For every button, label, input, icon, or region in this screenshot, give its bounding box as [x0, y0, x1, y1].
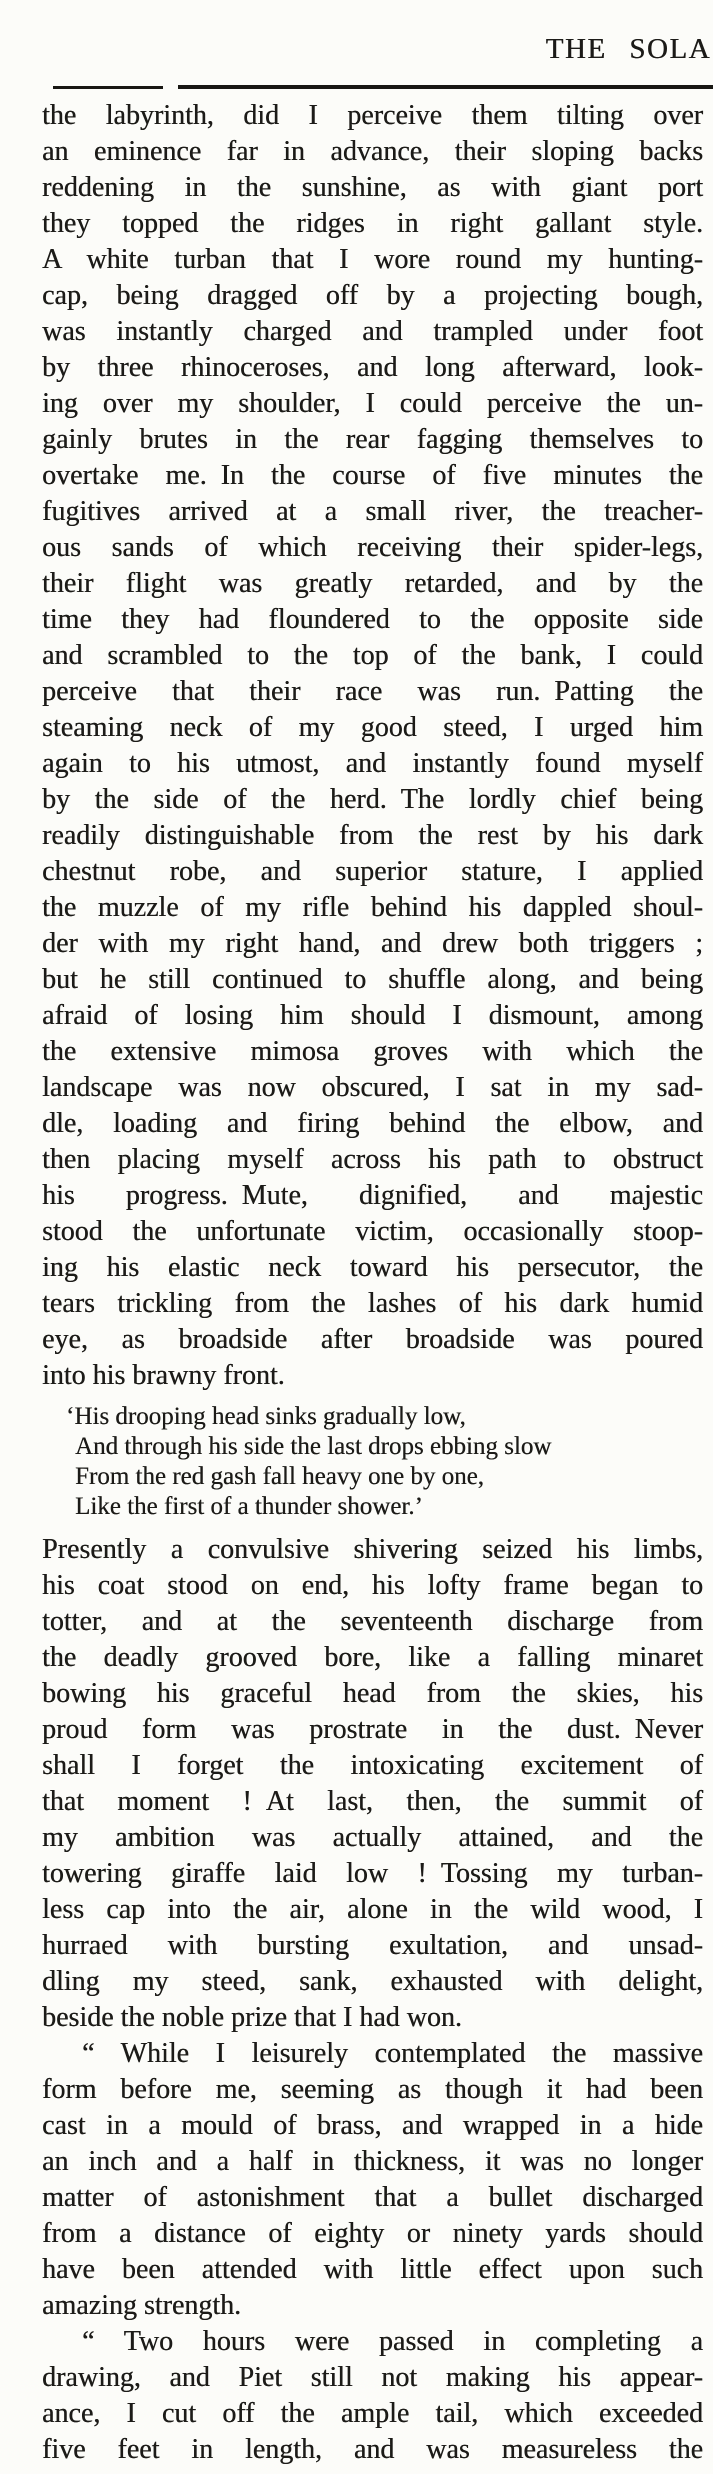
prose-paragraph	[42, 1532, 703, 2036]
text-line: by three rhinoceroses, and long afterward, look-	[42, 352, 703, 383]
text-line: der with my right hand, and drew both triggers ;	[42, 928, 703, 959]
text-line: dling my steed, sank, exhausted with delight,	[42, 1966, 703, 1997]
text-line: steaming neck of my good steed, I urged him	[42, 712, 703, 743]
text-line: stood the unfortunate victim, occasionally stoop-	[42, 1216, 703, 1247]
text-line: his progress. Mute, dignified, and majestic	[42, 1180, 703, 1211]
text-line: afraid of losing him should I dismount, among	[42, 1000, 703, 1031]
text-line: Presently a convulsive shivering seized his limbs,	[42, 1534, 703, 1565]
text-line: ance, I cut off the ample tail, which exceeded	[42, 2398, 703, 2429]
text-line: ing over my shoulder, I could perceive the un-	[42, 388, 703, 419]
text-line: was instantly charged and trampled under foot	[42, 316, 703, 347]
text-line: the extensive mimosa groves with which the	[42, 1036, 703, 1067]
verse-block	[66, 1402, 703, 1522]
text-line: matter of astonishment that a bullet discharged	[42, 2182, 703, 2213]
text-line: landscape was now obscured, I sat in my sad-	[42, 1072, 703, 1103]
text-line: eye, as broadside after broadside was poured	[42, 1324, 703, 1355]
text-line: an inch and a half in thickness, it was no longer	[42, 2146, 703, 2177]
text-line: drawing, and Piet still not making his appear-	[42, 2362, 703, 2393]
text-line: by the side of the herd. The lordly chief being	[42, 784, 703, 815]
text-line: cap, being dragged off by a projecting bough,	[42, 280, 703, 311]
text-line: from a distance of eighty or ninety yards should	[42, 2218, 703, 2249]
text-line: the labyrinth, did I perceive them tilting over	[42, 100, 703, 131]
header-rule-right-segment	[178, 85, 713, 89]
text-line: his coat stood on end, his lofty frame began to	[42, 1570, 703, 1601]
text-line: perceive that their race was run. Patting the	[42, 676, 703, 707]
text-line: towering giraffe laid low ! Tossing my turban-	[42, 1858, 703, 1889]
text-line: proud form was prostrate in the dust. Never	[42, 1714, 703, 1745]
page-text	[42, 98, 703, 2468]
text-line: then placing myself across his path to obstruct	[42, 1144, 703, 1175]
text-line: fugitives arrived at a small river, the treacher-	[42, 496, 703, 527]
text-line: that moment ! At last, then, the summit of	[42, 1786, 703, 1817]
running-header: THE SOLA	[545, 33, 711, 65]
text-line: have been attended with little effect upon such	[42, 2254, 703, 2285]
text-line: beside the noble prize that I had won.	[42, 2002, 462, 2033]
text-line: the muzzle of my rifle behind his dappled shoul-	[42, 892, 703, 923]
text-line: “ Two hours were passed in completing a	[82, 2326, 703, 2357]
text-line: cast in a mould of brass, and wrapped in a hide	[42, 2110, 703, 2141]
text-line: less cap into the air, alone in the wild wood, I	[42, 1894, 703, 1925]
prose-paragraph	[42, 2036, 703, 2324]
text-line: reddening in the sunshine, as with giant port	[42, 172, 703, 203]
text-line: “ While I leisurely contemplated the massive	[82, 2038, 703, 2069]
text-line: From the red gash fall heavy one by one,	[75, 1463, 484, 1490]
text-line: time they had floundered to the opposite side	[42, 604, 703, 635]
text-line: A white turban that I wore round my hunting-	[42, 244, 703, 275]
text-line: shall I forget the intoxicating excitement of	[42, 1750, 703, 1781]
text-line: And through his side the last drops ebbing slow	[75, 1433, 552, 1460]
text-line: and scrambled to the top of the bank, I could	[42, 640, 703, 671]
text-line: Like the first of a thunder shower.’	[75, 1493, 423, 1520]
text-line: form before me, seeming as though it had been	[42, 2074, 703, 2105]
text-line: hurraed with bursting exultation, and unsad-	[42, 1930, 703, 1961]
header-rule-left-segment	[53, 86, 163, 89]
text-line: again to his utmost, and instantly found myself	[42, 748, 703, 779]
text-line: chestnut robe, and superior stature, I applied	[42, 856, 703, 887]
text-line: ing his elastic neck toward his persecutor, the	[42, 1252, 703, 1283]
prose-paragraph	[42, 98, 703, 1394]
text-line: amazing strength.	[42, 2290, 242, 2321]
text-line: the deadly grooved bore, like a falling minaret	[42, 1642, 703, 1673]
text-line: gainly brutes in the rear fagging themselves to	[42, 424, 703, 455]
text-line: five feet in length, and was measureless the	[42, 2434, 703, 2465]
text-line: ‘His drooping head sinks gradually low,	[66, 1403, 466, 1430]
text-line: readily distinguishable from the rest by his dark	[42, 820, 703, 851]
text-line: they topped the ridges in right gallant style.	[42, 208, 703, 239]
text-line: bowing his graceful head from the skies, his	[42, 1678, 703, 1709]
text-line: dle, loading and firing behind the elbow, and	[42, 1108, 703, 1139]
text-line: into his brawny front.	[42, 1360, 285, 1391]
text-line: ous sands of which receiving their spider-legs,	[42, 532, 703, 563]
text-line: but he still continued to shuffle along, and being	[42, 964, 703, 995]
text-line: totter, and at the seventeenth discharge from	[42, 1606, 703, 1637]
text-line: overtake me. In the course of five minutes the	[42, 460, 703, 491]
text-line: my ambition was actually attained, and the	[42, 1822, 703, 1853]
text-line: their flight was greatly retarded, and by the	[42, 568, 703, 599]
text-line: tears trickling from the lashes of his dark humid	[42, 1288, 703, 1319]
text-line: an eminence far in advance, their sloping backs	[42, 136, 703, 167]
prose-paragraph	[42, 2324, 703, 2468]
